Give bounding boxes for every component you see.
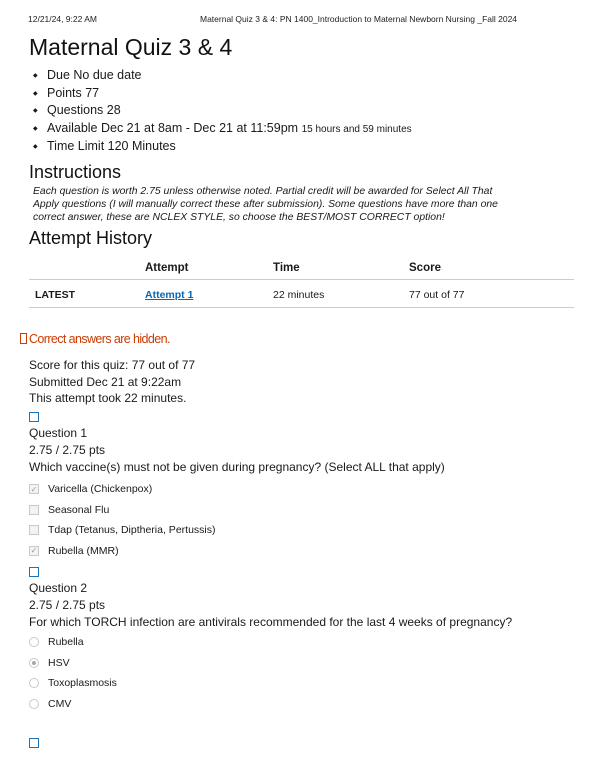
table-row: [29, 279, 574, 307]
checkbox-checked[interactable]: ✓: [30, 484, 38, 494]
score-cell: 77 out of 77: [403, 279, 574, 307]
option-label: Rubella: [48, 636, 84, 649]
question-points: 2.75 / 2.75 pts: [29, 443, 106, 457]
submitted-time: Submitted Dec 21 at 9:22am: [29, 374, 182, 389]
time-cell: 22 minutes: [267, 279, 403, 307]
checkbox-checked[interactable]: ✓: [30, 546, 38, 556]
instructions-heading: Instructions: [29, 161, 122, 182]
attempt-cell: [139, 279, 267, 307]
column-header-attempt: Attempt: [139, 258, 267, 280]
quiz-details: [29, 67, 574, 156]
option-label: Toxoplasmosis: [48, 677, 117, 690]
attempt-history-heading: Attempt History: [29, 227, 153, 248]
print-timestamp: 12/21/24, 9:22 AM: [28, 14, 97, 24]
question-1: [29, 411, 445, 561]
option-label: Seasonal Flu: [48, 503, 110, 516]
column-header-time: Time: [267, 258, 403, 280]
answers-hidden-text: Correct answers are hidden.: [29, 332, 170, 346]
instructions-text: Each question is worth 2.75 unless otherwise noted. Partial credit will be awarded for Select All That Apply questions (I will manually correct these after submission). Some questions have more than one correct answer, these are NCLEX STYLE, so choose the BEST/MOST CORRECT option!: [33, 185, 498, 223]
radio-unselected[interactable]: [29, 637, 39, 647]
answer-option: [29, 520, 445, 541]
answer-option: [29, 541, 445, 562]
checkbox-unchecked[interactable]: [29, 525, 39, 535]
question-2: [29, 566, 512, 714]
detail-questions: ◆ Questions 28: [32, 102, 574, 120]
answers-hidden-notice: [20, 332, 170, 346]
answer-option: [29, 653, 512, 674]
detail-time-limit: ◆ Time Limit 120 Minutes: [32, 138, 574, 156]
radio-selected[interactable]: [29, 658, 39, 668]
row-label: LATEST: [29, 279, 139, 307]
answer-option: [29, 694, 512, 715]
availability-remaining: 15 hours and 59 minutes: [301, 123, 412, 135]
question-3-marker: [29, 735, 39, 753]
attempt-duration: This attempt took 22 minutes.: [29, 391, 187, 405]
option-label: HSV: [48, 656, 70, 669]
quiz-score: Score for this quiz: 77 out of 77: [29, 358, 196, 372]
quiz-summary: [29, 357, 195, 407]
square-outline-icon: [29, 738, 39, 748]
column-header-blank: [29, 258, 139, 280]
answer-option: [29, 632, 512, 653]
page-title: Maternal Quiz 3 & 4: [29, 34, 233, 60]
attempt-history-table: [29, 258, 574, 308]
radio-unselected[interactable]: [29, 678, 39, 688]
option-label: Rubella (MMR): [48, 544, 119, 557]
question-text: For which TORCH infection are antivirals recommended for the last 4 weeks of pregnancy?: [29, 615, 513, 629]
question-title: Question 2: [29, 581, 88, 595]
checkbox-unchecked[interactable]: [29, 505, 39, 515]
square-outline-icon: [29, 567, 39, 577]
square-outline-icon: [29, 412, 39, 422]
detail-due: ◆ Due No due date: [32, 67, 574, 85]
option-label: Tdap (Tetanus, Diptheria, Pertussis): [48, 524, 216, 537]
radio-unselected[interactable]: [29, 699, 39, 709]
question-text: Which vaccine(s) must not be given during pregnancy? (Select ALL that apply): [29, 460, 445, 474]
option-label: Varicella (Chickenpox): [48, 483, 153, 496]
detail-available: ◆ Available Dec 21 at 8am - Dec 21 at 11:59pm 15 hours and 59 minutes: [32, 120, 574, 139]
detail-points: ◆ Points 77: [32, 85, 574, 103]
answer-option: [29, 500, 445, 521]
option-label: CMV: [48, 697, 72, 710]
quiz-content: [29, 34, 574, 308]
question-points: 2.75 / 2.75 pts: [29, 598, 106, 612]
question-title: Question 1: [29, 426, 88, 440]
answer-option: [29, 479, 445, 500]
print-document-title: Maternal Quiz 3 & 4: PN 1400_Introduction to Maternal Newborn Nursing _Fall 2024: [200, 14, 518, 24]
answer-option: [29, 673, 512, 694]
warning-icon: [20, 333, 27, 344]
attempt-link[interactable]: Attempt 1: [145, 288, 194, 301]
column-header-score: Score: [403, 258, 574, 280]
